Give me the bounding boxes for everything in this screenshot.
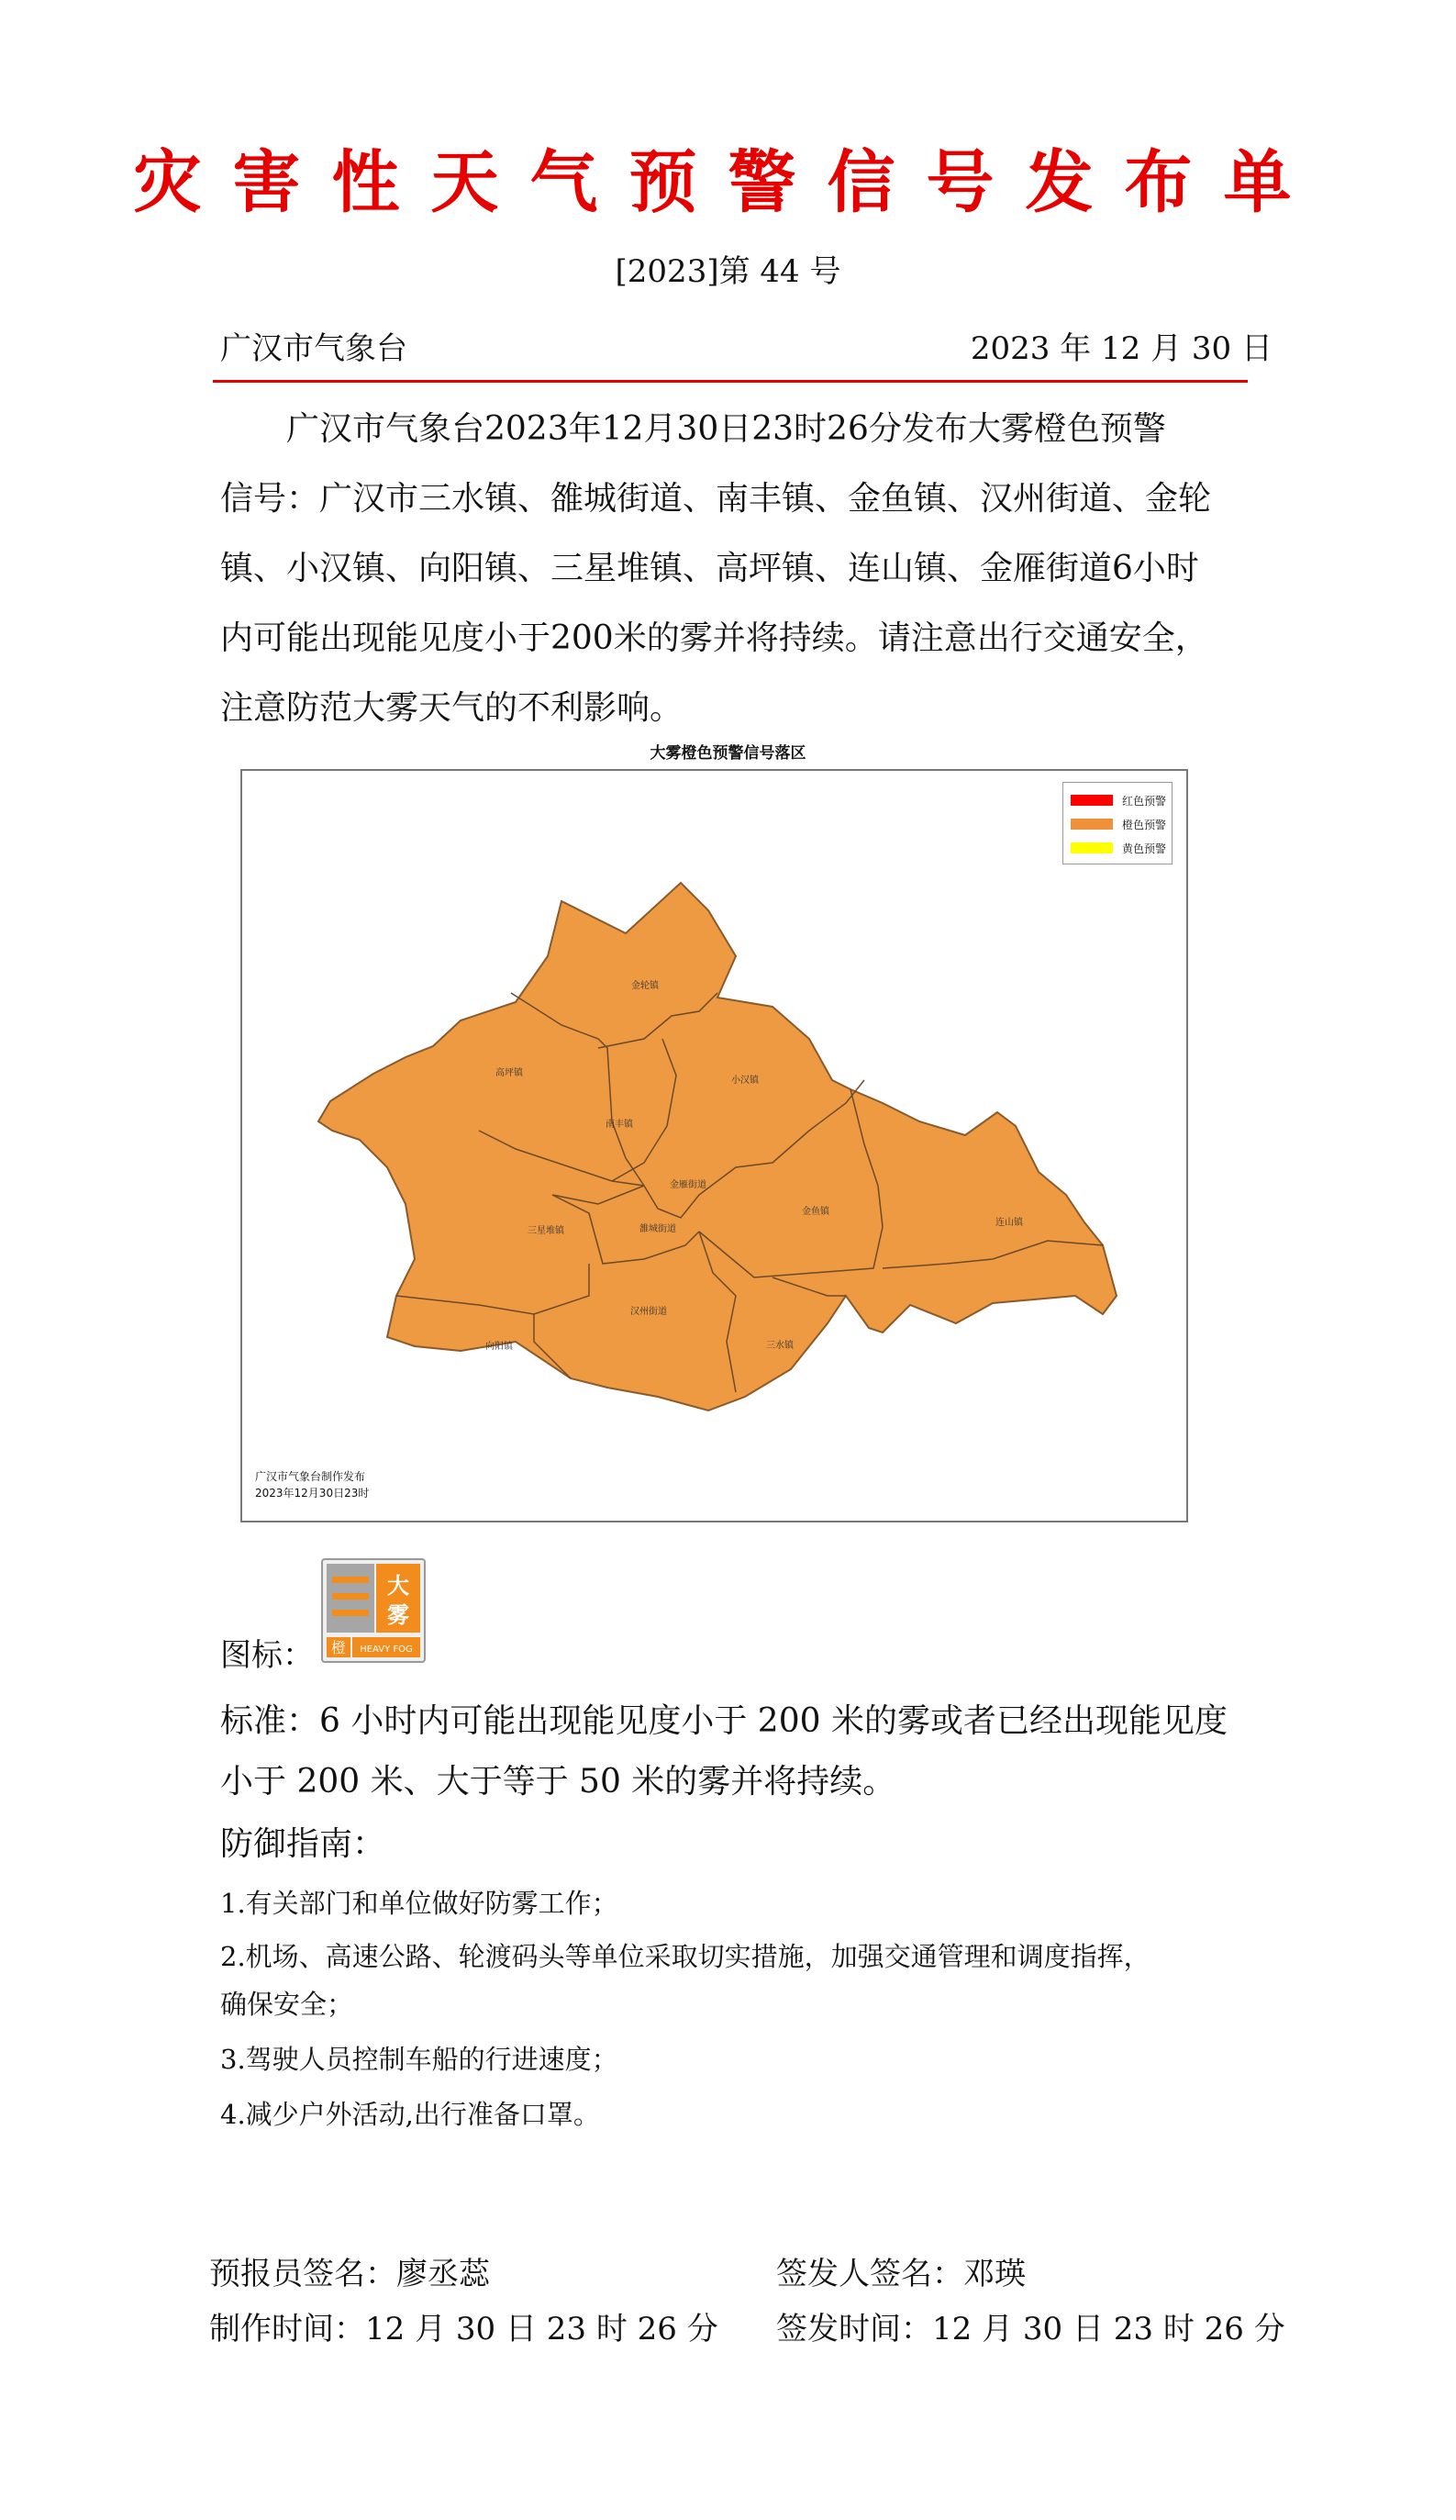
legend-swatch-orange	[1071, 819, 1113, 830]
region-label-nanfeng: 南丰镇	[606, 1120, 633, 1130]
guide-item-2-cont: 确保安全；	[220, 1989, 354, 2020]
legend-label-orange: 橙色预警	[1122, 818, 1167, 831]
body-line-1: 广汉市气象台2023年12月30日23时26分发布大雾橙色预警	[286, 410, 1166, 448]
region-label-sanshui: 三水镇	[766, 1341, 794, 1351]
region-label-jinyan: 金雁街道	[670, 1180, 706, 1190]
map-title: 大雾橙色预警信号落区	[650, 744, 806, 763]
issue-date: 2023 年 12 月 30 日	[970, 330, 1273, 367]
icon-label: 图标：	[220, 1637, 314, 1674]
standard-line-1: 标准：6 小时内可能出现能见度小于 200 米的雾或者已经出现能见度	[220, 1702, 1228, 1740]
made-time: 制作时间：12 月 30 日 23 时 26 分	[209, 2311, 718, 2347]
icon-english: HEAVY FOG	[360, 1645, 413, 1655]
standard-line-2: 小于 200 米、大于等于 50 米的雾并将持续。	[220, 1763, 896, 1801]
region-label-luocheng: 雒城街道	[639, 1224, 676, 1234]
region-label-jinyu: 金鱼镇	[802, 1207, 829, 1217]
region-label-hanzhou: 汉州街道	[630, 1307, 667, 1317]
legend-label-yellow: 黄色预警	[1122, 842, 1167, 855]
icon-char-da: 大	[387, 1573, 409, 1599]
heavy-fog-orange-icon	[321, 1558, 426, 1663]
signer-signature: 签发人签名：邓瑛	[776, 2256, 1026, 2292]
map-credit	[255, 1468, 369, 1501]
map-legend	[1062, 782, 1173, 864]
guide-item-4: 4.减少户外活动,出行准备口罩。	[220, 2099, 600, 2130]
guide-item-3: 3.驾驶人员控制车船的行进速度；	[220, 2044, 618, 2075]
document-number: [2023]第 44 号	[615, 253, 841, 290]
warning-map	[240, 769, 1188, 1522]
legend-item-red	[1071, 792, 1166, 808]
region-label-gaoping: 高坪镇	[495, 1068, 523, 1078]
red-divider	[213, 380, 1248, 383]
icon-char-wu: 雾	[387, 1602, 409, 1628]
county-outline	[318, 883, 1117, 1411]
guide-heading: 防御指南：	[220, 1825, 386, 1863]
region-label-jinlun: 金轮镇	[631, 981, 659, 991]
body-line-3: 镇、小汉镇、向阳镇、三星堆镇、高坪镇、连山镇、金雁街道6小时	[220, 550, 1199, 587]
region-label-lianshan: 连山镇	[995, 1218, 1023, 1228]
region-label-sanxingdui: 三星堆镇	[528, 1226, 564, 1236]
issuer-name: 广汉市气象台	[220, 330, 407, 367]
legend-swatch-yellow	[1071, 842, 1113, 853]
icon-char-cheng: 橙	[330, 1639, 347, 1656]
guide-item-2: 2.机场、高速公路、轮渡码头等单位采取切实措施，加强交通管理和调度指挥，	[220, 1941, 1150, 1972]
document-title: 灾害性天气预警信号发布单	[133, 143, 1323, 222]
legend-label-red: 红色预警	[1122, 794, 1167, 808]
region-label-xiangyang: 向阳镇	[485, 1342, 513, 1352]
legend-item-orange	[1071, 816, 1166, 832]
body-line-5: 注意防范大雾天气的不利影响。	[220, 689, 684, 727]
map-svg	[242, 771, 1186, 1521]
region-label-xiaohan: 小汉镇	[731, 1076, 759, 1086]
map-credit-line-2: 2023年12月30日23时	[255, 1487, 370, 1500]
body-line-4: 内可能出现能见度小于200米的雾并将持续。请注意出行交通安全，	[220, 619, 1208, 657]
sign-time: 签发时间：12 月 30 日 23 时 26 分	[776, 2311, 1285, 2347]
guide-item-1: 1.有关部门和单位做好防雾工作；	[220, 1888, 618, 1919]
legend-swatch-red	[1071, 795, 1113, 806]
body-line-2: 信号：广汉市三水镇、雒城街道、南丰镇、金鱼镇、汉州街道、金轮	[220, 480, 1212, 518]
map-credit-line-1: 广汉市气象台制作发布	[255, 1470, 366, 1483]
legend-item-yellow	[1071, 840, 1166, 856]
forecaster-signature: 预报员签名：廖丞蕊	[209, 2256, 490, 2292]
